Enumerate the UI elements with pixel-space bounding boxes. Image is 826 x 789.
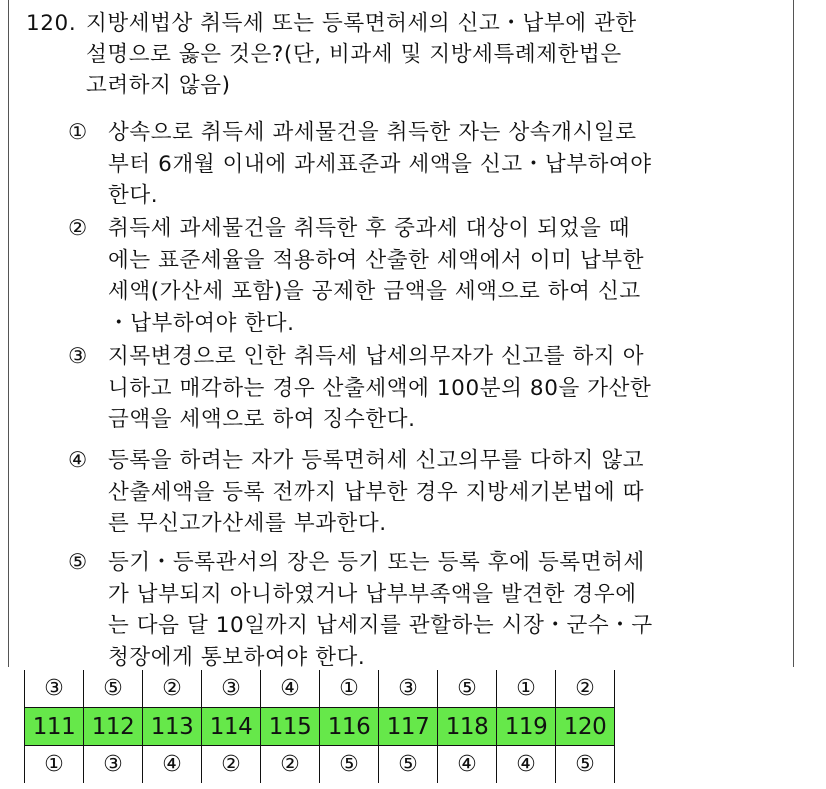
option-line: 상속으로 취득세 과세물건을 취득한 자는 상속개시일로 <box>108 120 637 145</box>
option-line: ・납부하여야 한다. <box>108 310 295 336</box>
answer-cell: ⑤ <box>320 746 379 784</box>
page-frame-right <box>793 0 794 667</box>
answer-cell: ④ <box>143 746 202 784</box>
question-number-cell: 113 <box>143 708 202 746</box>
answer-cell: ② <box>556 670 615 708</box>
question-number: 120. <box>26 11 77 36</box>
answer-cell: ③ <box>84 746 143 784</box>
option-number: ④ <box>68 448 88 473</box>
option-line: 취득세 과세물건을 취득한 후 중과세 대상이 되었을 때 <box>108 216 631 241</box>
option-line: 른 무신고가산세를 부과한다. <box>108 511 387 536</box>
question-line: 설명으로 옳은 것은?(단, 비과세 및 지방세특례제한법은 <box>86 42 622 67</box>
question-number-cell: 115 <box>261 708 320 746</box>
question-number-cell: 112 <box>84 708 143 746</box>
option-line: 등기・등록관서의 장은 등기 또는 등록 후에 등록면허세 <box>108 550 645 575</box>
answer-row-top <box>25 670 615 708</box>
answer-cell: ⑤ <box>556 746 615 784</box>
question-number-cell: 116 <box>320 708 379 746</box>
question-stem <box>86 8 786 101</box>
answer-cell: ① <box>25 746 84 784</box>
answer-cell: ② <box>261 746 320 784</box>
option-line: 산출세액을 등록 전까지 납부한 경우 지방세기본법에 따 <box>108 479 645 505</box>
question-number-cell: 111 <box>25 708 84 746</box>
question-number-row <box>25 708 615 746</box>
option-number: ② <box>68 216 88 241</box>
question-number-cell: 119 <box>497 708 556 746</box>
answer-cell: ② <box>143 670 202 708</box>
answer-cell: ① <box>320 670 379 708</box>
option-line: 등록을 하려는 자가 등록면허세 신고의무를 다하지 않고 <box>108 448 645 473</box>
question-number-cell: 117 <box>379 708 438 746</box>
page-frame-left <box>8 0 9 667</box>
option-line: 가 납부되지 아니하였거나 납부부족액을 발견한 경우에 <box>108 581 637 607</box>
answer-cell: ② <box>202 746 261 784</box>
option-number: ① <box>68 120 88 145</box>
option-number: ③ <box>68 344 88 369</box>
answer-cell: ⑤ <box>379 746 438 784</box>
option-line: 한다. <box>108 183 159 208</box>
question-number-cell: 114 <box>202 708 261 746</box>
answer-cell: ⑤ <box>84 670 143 708</box>
option-line: 금액을 세액으로 하여 징수한다. <box>108 407 416 432</box>
answer-cell: ④ <box>497 746 556 784</box>
option-number: ⑤ <box>68 550 88 575</box>
option-line: 는 다음 달 10일까지 납세지를 관할하는 시장・군수・구 <box>108 613 653 638</box>
question-number-cell: 120 <box>556 708 615 746</box>
option-line: 지목변경으로 인한 취득세 납세의무자가 신고를 하지 아 <box>108 344 645 369</box>
answer-cell: ③ <box>202 670 261 708</box>
answer-cell: ⑤ <box>438 670 497 708</box>
answer-key-table <box>24 670 615 783</box>
answer-cell: ③ <box>25 670 84 708</box>
option-line: 에는 표준세율을 적용하여 산출한 세액에서 이미 납부한 <box>108 247 645 273</box>
answer-cell: ① <box>497 670 556 708</box>
option-line: 부터 6개월 이내에 과세표준과 세액을 신고・납부하여야 <box>108 151 652 177</box>
answer-row-bottom <box>25 746 615 784</box>
question-line: 고려하지 않음) <box>86 73 231 98</box>
option-line: 청장에게 통보하여야 한다. <box>108 644 366 670</box>
question-number-cell: 118 <box>438 708 497 746</box>
option-line: 니하고 매각하는 경우 산출세액에 100분의 80을 가산한 <box>108 375 652 401</box>
option-line: 세액(가산세 포함)을 공제한 금액을 세액으로 하여 신고 <box>108 279 641 304</box>
answer-cell: ④ <box>261 670 320 708</box>
answer-cell: ③ <box>379 670 438 708</box>
question-line: 지방세법상 취득세 또는 등록면허세의 신고・납부에 관한 <box>86 11 637 36</box>
answer-cell: ④ <box>438 746 497 784</box>
